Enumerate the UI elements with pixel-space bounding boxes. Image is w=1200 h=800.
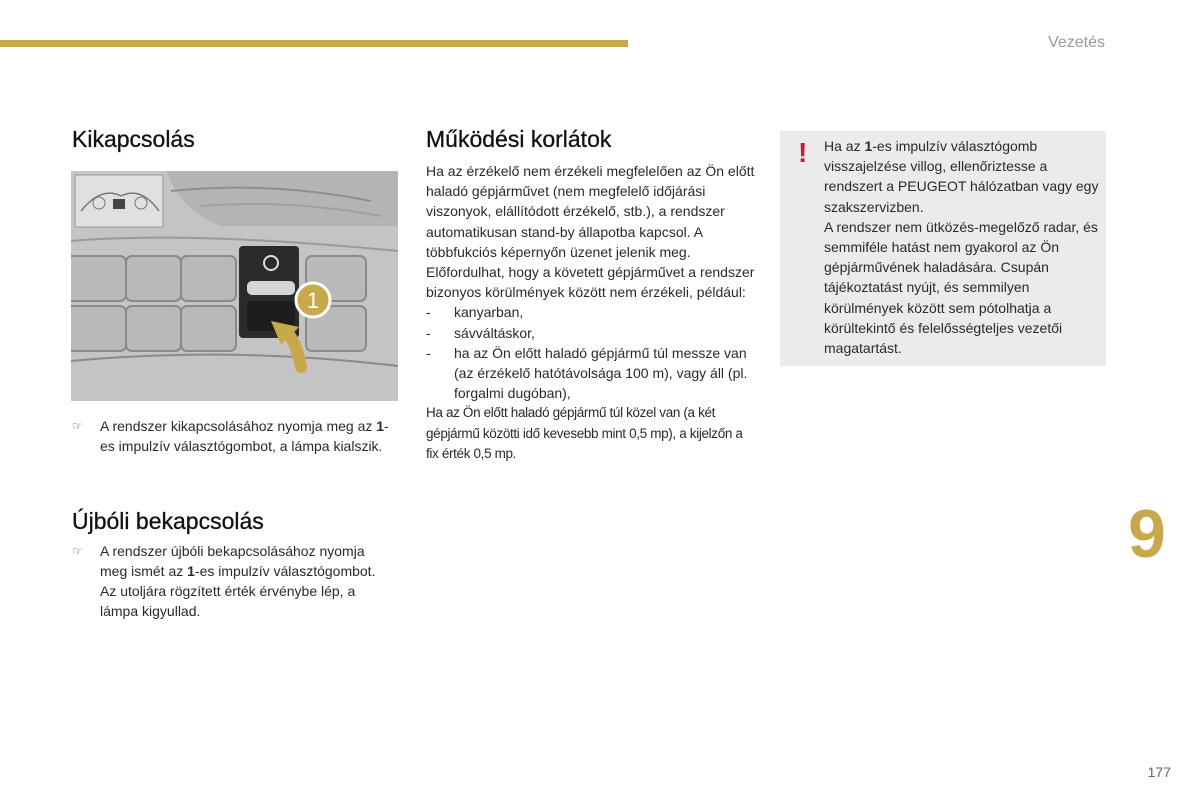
list-item: - ha az Ön előtt haladó gépjármű túl messze van (az érzékelő hatótávolsága 100 m), vagy áll (pl. forgalmi dugóban), — [426, 344, 748, 402]
switch-panel-illustration — [71, 171, 398, 401]
paragraph: Ha az érzékelő nem érzékeli megfelelően az Ön előtt haladó gépjárművet (nem megfelelő időjárási viszonyok, elállítódott érzékelő, stb.), a rendszer automatikusan stand-by állapotba kapcsol. A többfukciós képernyőn üzenet jelenik meg. — [426, 163, 755, 260]
bullet2-text-line2: Az utoljára rögzített érték érvénybe lép, a lámpa kigyullad. — [100, 583, 356, 619]
pointing-hand-icon: ☞ — [72, 419, 83, 433]
instruction-ujboli-bekapcsolas — [72, 541, 392, 621]
bullet2-text-start: A rendszer újbóli bekapcsolásához nyomja meg ismét az — [100, 543, 365, 579]
section-title: Vezetés — [1048, 34, 1105, 51]
warning-box — [780, 131, 1106, 366]
warning-text: Ha az 1-es impulzív választógomb visszajelzése villog, ellenőriztesse a rendszert a PEUGEOT hálózatban vagy egy szakszervizben. A rendszer nem ütközés-megelőző radar, és semmiféle hatást nem gyakorol az Ön gépjárművének haladására. Csupán tájékoztatást nyújt, és semmilyen körülmények között sem pótolhatja a körültekintő és felelősségteljes vezetői magatartást. — [824, 138, 1099, 357]
pointing-hand-icon: ☞ — [72, 544, 83, 558]
list-item: - sávváltáskor, — [426, 324, 535, 341]
heading-kikapcsolas: Kikapcsolás — [72, 126, 195, 152]
paragraph: Ha az Ön előtt haladó gépjármű túl közel van (a két gépjármű közötti idő kevesebb mint 0,5 mp), a kijelzőn a fix érték 0,5 mp. — [426, 405, 743, 461]
bullet2-bold-number: 1 — [187, 563, 195, 579]
bullet1-bold-number: 1 — [376, 418, 385, 434]
page-number: 177 — [1147, 764, 1171, 780]
chapter-number: 9 — [1128, 496, 1166, 572]
bullet1-text-start: A rendszer kikapcsolásához nyomja meg az — [100, 418, 377, 434]
callout-label: 1 — [306, 288, 320, 313]
limitations-body — [426, 161, 756, 464]
instruction-kikapcsolas — [72, 416, 392, 456]
paragraph: Előfordulhat, hogy a követett gépjárművet a rendszer bizonyos körülmények között nem érzékeli, például: — [426, 264, 755, 301]
bullet2-text-end: -es impulzív választógombot. — [194, 563, 376, 579]
header-accent-bar — [0, 40, 628, 47]
heading-mukodesi-korlatok: Működési korlátok — [426, 126, 612, 152]
list-item: - kanyarban, — [426, 304, 524, 321]
exclamation-icon: ! — [798, 137, 808, 168]
heading-ujboli-bekapcsolas: Újbóli bekapcsolás — [72, 508, 264, 534]
bullet1-text-end: -es impulzív választógombot, a lámpa kialszik. — [100, 418, 389, 454]
